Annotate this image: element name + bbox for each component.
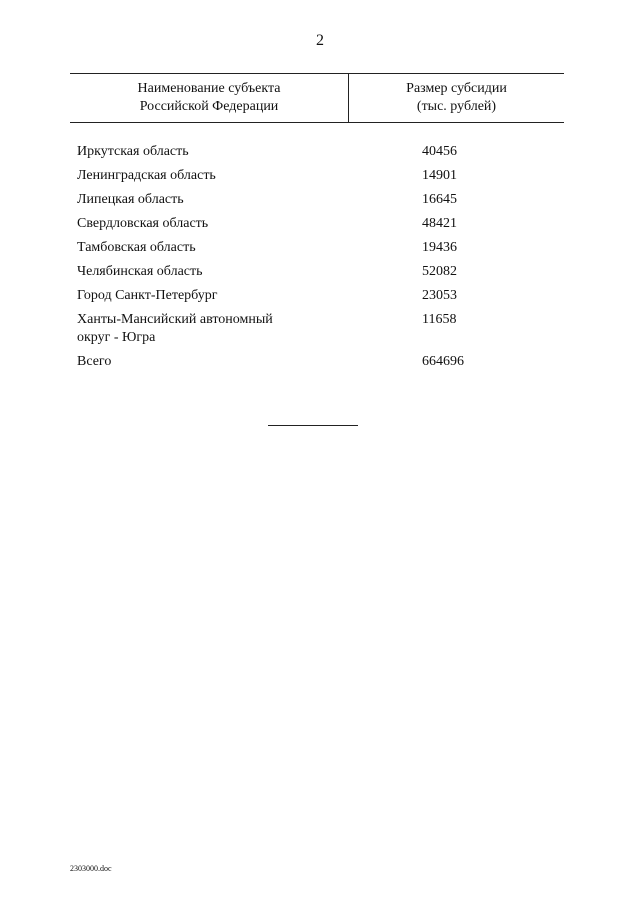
region-name: Иркутская область	[77, 144, 189, 159]
table-row	[77, 167, 557, 185]
total-label: Всего	[77, 354, 112, 369]
end-of-table-rule	[268, 425, 358, 426]
subsidy-value: 40456	[422, 144, 457, 159]
region-name: Свердловская область	[77, 216, 209, 231]
header-region-column	[70, 74, 349, 122]
subsidy-value: 19436	[422, 240, 457, 255]
table-row	[77, 311, 557, 347]
table-row	[77, 215, 557, 233]
table-row	[77, 191, 557, 209]
subsidy-value: 16645	[422, 192, 457, 207]
header-subsidy-line1: Размер субсидии	[406, 81, 507, 96]
subsidy-value: 48421	[422, 216, 457, 231]
region-name: Челябинская область	[77, 264, 203, 279]
subsidy-value: 11658	[422, 312, 457, 327]
region-name: Липецкая область	[77, 192, 184, 207]
table-row	[77, 287, 557, 305]
header-subsidy-column	[349, 74, 564, 122]
header-region-line2: Российской Федерации	[139, 99, 279, 114]
page-number: 2	[316, 32, 324, 49]
table-row	[77, 263, 557, 281]
table-row	[77, 239, 557, 257]
region-name: Тамбовская область	[77, 240, 196, 255]
region-name: Город Санкт-Петербург	[77, 288, 218, 303]
table-row	[77, 143, 557, 161]
total-row	[77, 353, 557, 371]
subsidy-value: 52082	[422, 264, 457, 279]
header-subsidy-line2: (тыс. рублей)	[416, 99, 497, 114]
header-region-line1: Наименование субъекта	[137, 81, 281, 96]
total-value: 664696	[422, 354, 464, 369]
subsidy-value: 23053	[422, 288, 457, 303]
region-name: Ленинградская область	[77, 168, 216, 183]
table-body	[77, 143, 557, 377]
subsidy-value: 14901	[422, 168, 457, 183]
document-code: 2303000.doc	[70, 864, 112, 873]
region-name: Ханты-Мансийский автономный округ - Югра	[77, 312, 273, 345]
table-header	[70, 73, 564, 123]
